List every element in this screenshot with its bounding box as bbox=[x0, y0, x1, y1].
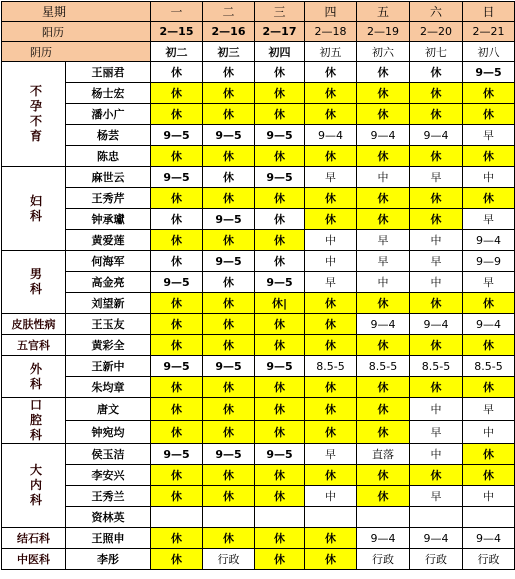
shift-cell: 休 bbox=[255, 209, 305, 230]
shift-cell: 休 bbox=[305, 104, 357, 125]
shift-cell: 休 bbox=[203, 486, 255, 507]
shift-cell: 休 bbox=[203, 293, 255, 314]
doctor-name-cell: 黄爱莲 bbox=[66, 230, 151, 251]
shift-cell: 休 bbox=[255, 104, 305, 125]
shift-cell: 休 bbox=[305, 421, 357, 444]
shift-cell: 休 bbox=[463, 293, 515, 314]
shift-cell bbox=[463, 507, 515, 528]
shift-cell: 中 bbox=[463, 486, 515, 507]
shift-cell: 直落 bbox=[357, 444, 410, 465]
doctor-row bbox=[2, 444, 515, 465]
shift-cell: 早 bbox=[410, 167, 463, 188]
solar-date-cell: 2—20 bbox=[410, 22, 463, 42]
department-cell: 五官科 bbox=[2, 335, 66, 356]
solar-date-row bbox=[2, 22, 515, 42]
shift-cell: 休 bbox=[255, 528, 305, 549]
doctor-name-cell: 王新中 bbox=[66, 356, 151, 377]
shift-cell: 休 bbox=[357, 62, 410, 83]
doctor-name-cell: 朱均章 bbox=[66, 377, 151, 398]
shift-cell: 休 bbox=[305, 188, 357, 209]
shift-cell: 休 bbox=[305, 209, 357, 230]
solar-date-cell: 2—15 bbox=[151, 22, 203, 42]
shift-cell: 休 bbox=[255, 62, 305, 83]
shift-cell: 9—5 bbox=[203, 444, 255, 465]
doctor-name-cell: 麻世云 bbox=[66, 167, 151, 188]
shift-cell: 早 bbox=[463, 125, 515, 146]
shift-cell: 9—5 bbox=[151, 125, 203, 146]
shift-cell: 休 bbox=[255, 486, 305, 507]
doctor-name-cell: 资林英 bbox=[66, 507, 151, 528]
shift-cell: 9—5 bbox=[203, 356, 255, 377]
solar-date-cell: 2—16 bbox=[203, 22, 255, 42]
shift-cell: 休 bbox=[463, 146, 515, 167]
shift-cell: 休 bbox=[203, 421, 255, 444]
solar-date-cell: 2—18 bbox=[305, 22, 357, 42]
shift-cell: 休 bbox=[305, 335, 357, 356]
shift-cell: 休 bbox=[203, 62, 255, 83]
shift-cell: 休 bbox=[151, 465, 203, 486]
shift-cell: 休 bbox=[151, 188, 203, 209]
doctor-row bbox=[2, 335, 515, 356]
doctor-name-cell: 何海军 bbox=[66, 251, 151, 272]
shift-cell: 休 bbox=[410, 377, 463, 398]
doctor-row bbox=[2, 230, 515, 251]
shift-cell: 中 bbox=[463, 167, 515, 188]
shift-cell: 9—4 bbox=[463, 230, 515, 251]
shift-cell: 休 bbox=[151, 398, 203, 421]
shift-cell: 休 bbox=[305, 146, 357, 167]
doctor-row bbox=[2, 146, 515, 167]
shift-cell: 休 bbox=[410, 83, 463, 104]
shift-cell: 休 bbox=[151, 528, 203, 549]
shift-cell: 休 bbox=[151, 314, 203, 335]
shift-cell: 休 bbox=[203, 83, 255, 104]
weekday-cell: 二 bbox=[203, 2, 255, 22]
doctor-name-cell: 潘小广 bbox=[66, 104, 151, 125]
shift-cell: 休 bbox=[357, 146, 410, 167]
doctor-row bbox=[2, 209, 515, 230]
shift-cell: 中 bbox=[305, 486, 357, 507]
shift-cell: 休 bbox=[151, 251, 203, 272]
shift-cell: 休 bbox=[151, 335, 203, 356]
lunar-date-cell: 初五 bbox=[305, 42, 357, 62]
shift-cell bbox=[357, 507, 410, 528]
doctor-name-cell: 高金亮 bbox=[66, 272, 151, 293]
shift-cell: 行政 bbox=[463, 549, 515, 570]
shift-cell: 休 bbox=[203, 335, 255, 356]
shift-cell: 休 bbox=[255, 83, 305, 104]
shift-cell: 休 bbox=[203, 146, 255, 167]
shift-cell: 休 bbox=[305, 465, 357, 486]
shift-cell: 休 bbox=[410, 293, 463, 314]
shift-cell: 休 bbox=[305, 549, 357, 570]
shift-cell: 9—5 bbox=[255, 356, 305, 377]
shift-cell: 9—5 bbox=[151, 444, 203, 465]
shift-cell: 休 bbox=[463, 465, 515, 486]
shift-cell: 休 bbox=[255, 398, 305, 421]
doctor-name-cell: 杨士宏 bbox=[66, 83, 151, 104]
shift-cell: 休 bbox=[357, 421, 410, 444]
shift-cell: 早 bbox=[463, 209, 515, 230]
shift-cell: 休 bbox=[203, 104, 255, 125]
shift-cell: 休 bbox=[410, 62, 463, 83]
shift-cell: 9—4 bbox=[357, 314, 410, 335]
department-cell: 不孕不育 bbox=[2, 62, 66, 167]
shift-cell: 9—5 bbox=[203, 251, 255, 272]
shift-cell: 早 bbox=[357, 230, 410, 251]
doctor-row bbox=[2, 465, 515, 486]
lunar-date-row bbox=[2, 42, 515, 62]
shift-cell: 休 bbox=[357, 293, 410, 314]
shift-cell: 8.5-5 bbox=[463, 356, 515, 377]
shift-cell: 早 bbox=[410, 486, 463, 507]
shift-cell bbox=[305, 507, 357, 528]
shift-cell: 中 bbox=[357, 167, 410, 188]
doctor-row bbox=[2, 104, 515, 125]
shift-cell: 9—4 bbox=[410, 314, 463, 335]
solar-date-cell: 2—21 bbox=[463, 22, 515, 42]
shift-cell: 9—5 bbox=[151, 356, 203, 377]
shift-cell: 休 bbox=[255, 465, 305, 486]
department-cell: 妇科 bbox=[2, 167, 66, 251]
doctor-name-cell: 王秀芹 bbox=[66, 188, 151, 209]
shift-cell: 早 bbox=[410, 251, 463, 272]
solar-date-cell: 2—19 bbox=[357, 22, 410, 42]
shift-cell: 休 bbox=[203, 528, 255, 549]
doctor-row bbox=[2, 507, 515, 528]
shift-cell: 休 bbox=[357, 188, 410, 209]
shift-cell: 休 bbox=[151, 377, 203, 398]
doctor-name-cell: 王秀兰 bbox=[66, 486, 151, 507]
shift-cell bbox=[151, 507, 203, 528]
shift-cell bbox=[410, 507, 463, 528]
shift-cell: 休 bbox=[305, 293, 357, 314]
shift-cell: 休 bbox=[255, 146, 305, 167]
shift-cell: 9—4 bbox=[357, 125, 410, 146]
doctor-row bbox=[2, 167, 515, 188]
shift-cell: 9—4 bbox=[305, 125, 357, 146]
shift-cell: 休 bbox=[305, 314, 357, 335]
shift-cell: 休 bbox=[151, 62, 203, 83]
doctor-name-cell: 陈忠 bbox=[66, 146, 151, 167]
weekday-cell: 日 bbox=[463, 2, 515, 22]
doctor-row bbox=[2, 356, 515, 377]
shift-cell: 休 bbox=[151, 209, 203, 230]
shift-cell: 休 bbox=[203, 167, 255, 188]
shift-cell: 中 bbox=[463, 421, 515, 444]
shift-cell: 休 bbox=[305, 83, 357, 104]
shift-cell: 中 bbox=[410, 230, 463, 251]
department-cell: 皮肤性病 bbox=[2, 314, 66, 335]
shift-cell: 休 bbox=[151, 146, 203, 167]
shift-cell: 休 bbox=[203, 188, 255, 209]
doctor-name-cell: 李安兴 bbox=[66, 465, 151, 486]
shift-cell: 早 bbox=[305, 167, 357, 188]
shift-cell: 休 bbox=[151, 549, 203, 570]
lunar-date-cell: 初七 bbox=[410, 42, 463, 62]
shift-cell: 8.5-5 bbox=[410, 356, 463, 377]
shift-cell: 休 bbox=[255, 549, 305, 570]
shift-cell: 9—5 bbox=[463, 62, 515, 83]
shift-cell: 9—5 bbox=[151, 167, 203, 188]
department-cell: 结石科 bbox=[2, 528, 66, 549]
shift-cell: 休 bbox=[255, 251, 305, 272]
shift-cell: 早 bbox=[305, 444, 357, 465]
shift-cell: 休 bbox=[463, 335, 515, 356]
department-cell: 大内科 bbox=[2, 444, 66, 528]
shift-cell: 9—4 bbox=[410, 125, 463, 146]
shift-cell: 休 bbox=[203, 230, 255, 251]
shift-cell: 中 bbox=[410, 444, 463, 465]
doctor-row bbox=[2, 62, 515, 83]
doctor-name-cell: 钟承瓛 bbox=[66, 209, 151, 230]
doctor-row bbox=[2, 486, 515, 507]
weekday-cell: 四 bbox=[305, 2, 357, 22]
shift-cell: 休 bbox=[203, 398, 255, 421]
doctor-row bbox=[2, 421, 515, 444]
department-cell: 口腔科 bbox=[2, 398, 66, 444]
shift-cell: 休 bbox=[203, 314, 255, 335]
weekday-cell: 三 bbox=[255, 2, 305, 22]
shift-cell: 行政 bbox=[357, 549, 410, 570]
doctor-row bbox=[2, 528, 515, 549]
shift-cell: 9—4 bbox=[357, 528, 410, 549]
shift-cell: 8.5-5 bbox=[357, 356, 410, 377]
shift-cell: 早 bbox=[357, 251, 410, 272]
shift-cell: 休 bbox=[357, 104, 410, 125]
shift-cell: 休 bbox=[203, 377, 255, 398]
shift-cell: 早 bbox=[463, 398, 515, 421]
shift-cell: 休 bbox=[151, 83, 203, 104]
doctor-name-cell: 黄彩全 bbox=[66, 335, 151, 356]
shift-cell: 休 bbox=[410, 335, 463, 356]
shift-cell: 休 bbox=[410, 465, 463, 486]
shift-cell: 9—5 bbox=[151, 272, 203, 293]
shift-cell: 休| bbox=[255, 293, 305, 314]
department-cell: 男科 bbox=[2, 251, 66, 314]
shift-cell: 中 bbox=[357, 272, 410, 293]
shift-cell: 9—5 bbox=[255, 272, 305, 293]
shift-cell: 休 bbox=[357, 486, 410, 507]
shift-cell: 休 bbox=[357, 398, 410, 421]
doctor-name-cell: 唐文 bbox=[66, 398, 151, 421]
shift-cell: 休 bbox=[255, 230, 305, 251]
shift-cell: 休 bbox=[151, 230, 203, 251]
shift-cell: 休 bbox=[255, 335, 305, 356]
doctor-row bbox=[2, 398, 515, 421]
shift-cell: 早 bbox=[305, 272, 357, 293]
weekday-label: 星期 bbox=[2, 2, 151, 22]
doctor-row bbox=[2, 251, 515, 272]
weekday-cell: 六 bbox=[410, 2, 463, 22]
doctor-name-cell: 李彤 bbox=[66, 549, 151, 570]
shift-cell: 9—5 bbox=[255, 444, 305, 465]
shift-cell: 休 bbox=[305, 528, 357, 549]
doctor-row bbox=[2, 549, 515, 570]
shift-cell: 休 bbox=[203, 465, 255, 486]
solar-label: 阳历 bbox=[2, 22, 151, 42]
shift-cell: 早 bbox=[463, 272, 515, 293]
doctor-row bbox=[2, 83, 515, 104]
doctor-name-cell: 王丽君 bbox=[66, 62, 151, 83]
doctor-row bbox=[2, 272, 515, 293]
shift-cell: 休 bbox=[255, 188, 305, 209]
shift-cell: 行政 bbox=[203, 549, 255, 570]
shift-cell: 9—5 bbox=[203, 209, 255, 230]
shift-cell: 9—5 bbox=[255, 167, 305, 188]
doctor-name-cell: 王玉友 bbox=[66, 314, 151, 335]
shift-cell: 9—9 bbox=[463, 251, 515, 272]
doctor-name-cell: 王照申 bbox=[66, 528, 151, 549]
shift-cell: 休 bbox=[255, 314, 305, 335]
shift-cell bbox=[203, 507, 255, 528]
doctor-row bbox=[2, 125, 515, 146]
weekday-cell: 一 bbox=[151, 2, 203, 22]
lunar-date-cell: 初三 bbox=[203, 42, 255, 62]
shift-cell: 9—5 bbox=[203, 125, 255, 146]
shift-cell: 休 bbox=[357, 209, 410, 230]
shift-cell: 9—4 bbox=[463, 314, 515, 335]
doctor-row bbox=[2, 314, 515, 335]
shift-cell: 行政 bbox=[410, 549, 463, 570]
department-cell: 中医科 bbox=[2, 549, 66, 570]
shift-cell: 休 bbox=[151, 486, 203, 507]
doctor-name-cell: 钟宛均 bbox=[66, 421, 151, 444]
shift-cell: 休 bbox=[151, 293, 203, 314]
shift-cell: 休 bbox=[410, 146, 463, 167]
shift-cell: 早 bbox=[410, 421, 463, 444]
shift-cell: 休 bbox=[357, 377, 410, 398]
roster-body bbox=[2, 2, 515, 570]
shift-cell: 9—5 bbox=[255, 125, 305, 146]
department-cell: 外科 bbox=[2, 356, 66, 398]
shift-cell: 中 bbox=[305, 251, 357, 272]
weekday-header-row bbox=[2, 2, 515, 22]
shift-cell: 休 bbox=[463, 104, 515, 125]
solar-date-cell: 2—17 bbox=[255, 22, 305, 42]
doctor-row bbox=[2, 293, 515, 314]
shift-cell bbox=[255, 507, 305, 528]
shift-cell: 休 bbox=[463, 83, 515, 104]
shift-cell: 9—4 bbox=[410, 528, 463, 549]
shift-cell: 休 bbox=[357, 83, 410, 104]
shift-cell: 中 bbox=[410, 398, 463, 421]
shift-cell: 休 bbox=[463, 444, 515, 465]
lunar-date-cell: 初八 bbox=[463, 42, 515, 62]
shift-cell: 中 bbox=[305, 230, 357, 251]
doctor-name-cell: 杨芸 bbox=[66, 125, 151, 146]
shift-cell: 休 bbox=[305, 62, 357, 83]
shift-cell: 8.5-5 bbox=[305, 356, 357, 377]
lunar-date-cell: 初六 bbox=[357, 42, 410, 62]
lunar-date-cell: 初二 bbox=[151, 42, 203, 62]
duty-roster-table bbox=[1, 1, 515, 570]
shift-cell: 休 bbox=[305, 377, 357, 398]
shift-cell: 9—4 bbox=[463, 528, 515, 549]
shift-cell: 休 bbox=[410, 188, 463, 209]
shift-cell: 休 bbox=[305, 398, 357, 421]
shift-cell: 休 bbox=[151, 421, 203, 444]
doctor-row bbox=[2, 188, 515, 209]
doctor-name-cell: 侯玉洁 bbox=[66, 444, 151, 465]
shift-cell: 休 bbox=[357, 335, 410, 356]
shift-cell: 休 bbox=[203, 272, 255, 293]
shift-cell: 休 bbox=[357, 465, 410, 486]
shift-cell: 休 bbox=[463, 377, 515, 398]
shift-cell: 休 bbox=[410, 104, 463, 125]
doctor-name-cell: 刘望新 bbox=[66, 293, 151, 314]
shift-cell: 休 bbox=[255, 377, 305, 398]
shift-cell: 休 bbox=[151, 104, 203, 125]
shift-cell: 休 bbox=[463, 188, 515, 209]
doctor-row bbox=[2, 377, 515, 398]
lunar-date-cell: 初四 bbox=[255, 42, 305, 62]
lunar-label: 阴历 bbox=[2, 42, 151, 62]
weekday-cell: 五 bbox=[357, 2, 410, 22]
shift-cell: 中 bbox=[410, 272, 463, 293]
shift-cell: 休 bbox=[255, 421, 305, 444]
shift-cell: 休 bbox=[410, 209, 463, 230]
